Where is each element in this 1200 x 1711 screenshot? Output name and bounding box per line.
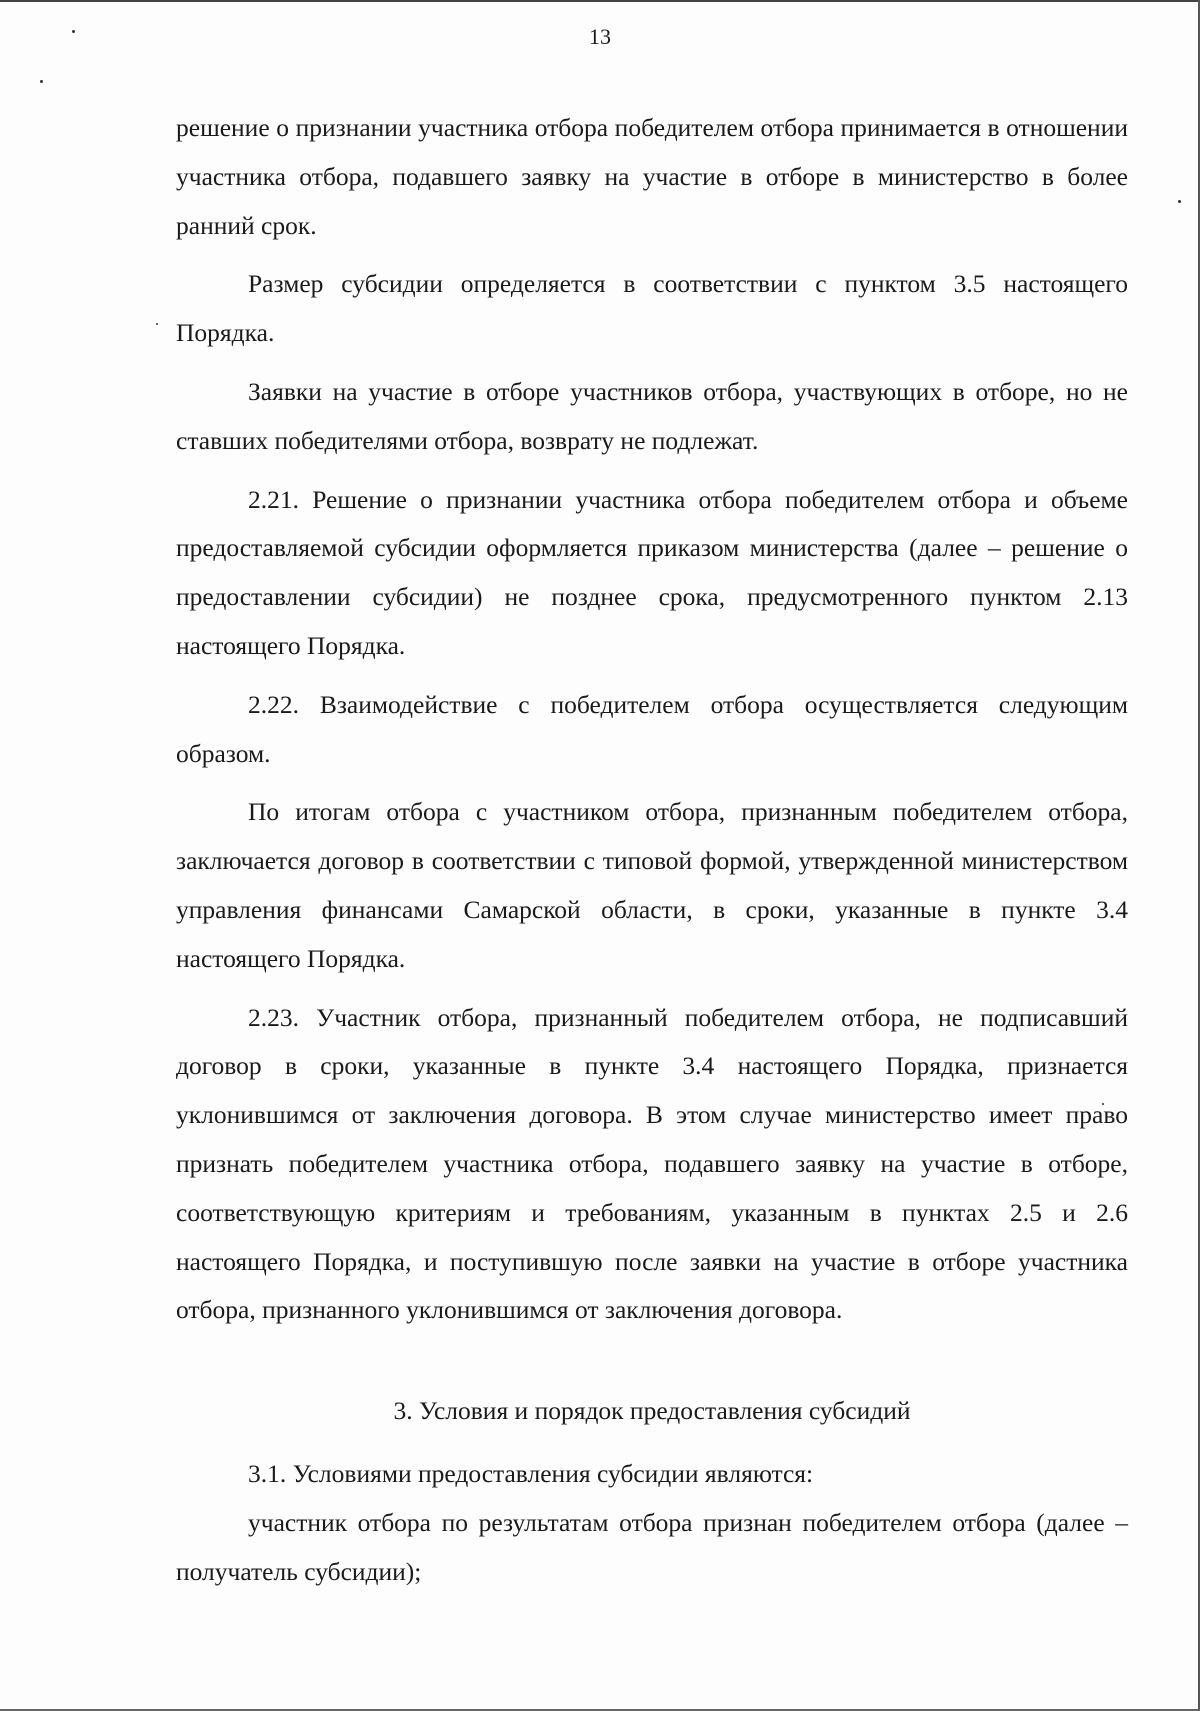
scan-speck	[156, 323, 158, 325]
paragraph: 2.23. Участник отбора, признанный победителем отбора, не подписавший договор в сроки, указанные в пункте 3.4 настоящего Порядка, признается уклонившимся от заключения договора. В этом случае министерство имеет право признать победителем участника отбора, подавшего заявку на участие в отборе, соответствующую критериям и требованиям, указанным в пунктах 2.5 и 2.6 настоящего Порядка, и поступившую после заявки на участие в отборе участника отбора, признанного уклонившимся от заключения договора.	[176, 1002, 1128, 1325]
document-body	[176, 104, 1128, 1596]
paragraph: По итогам отбора с участником отбора, признанным победителем отбора, заключается договор в соответствии с типовой формой, утвержденной министерством управления финансами Самарской области, в сроки, указанные в пункте 3.4 настоящего Порядка.	[176, 797, 1128, 973]
section-heading: 3. Условия и порядок предоставления субсидий	[393, 1396, 911, 1426]
paragraph: 2.21. Решение о признании участника отбора победителем отбора и объеме предоставляемой субсидии оформляется приказом министерства (далее – решение о предоставлении субсидии) не позднее срока, предусмотренного пунктом 2.13 настоящего Порядка.	[176, 484, 1128, 660]
page-number: 13	[589, 24, 611, 49]
scan-speck	[1178, 200, 1181, 203]
scan-speck	[40, 80, 43, 83]
paragraph: 2.22. Взаимодействие с победителем отбора осуществляется следующим образом.	[176, 689, 1128, 768]
scan-top-edge	[0, 0, 1200, 2]
paragraph: Размер субсидии определяется в соответствии с пунктом 3.5 настоящего Порядка.	[176, 269, 1128, 348]
paragraph: 3.1. Условиями предоставления субсидии являются:	[248, 1458, 814, 1488]
paragraph: решение о признании участника отбора победителем отбора принимается в отношении участника отбора, подавшего заявку на участие в отборе в министерство в более ранний срок.	[176, 113, 1128, 240]
paragraph: Заявки на участие в отборе участников отбора, участвующих в отборе, но не ставших победителями отбора, возврату не подлежат.	[176, 376, 1128, 455]
paragraph: участник отбора по результатам отбора признан победителем отбора (далее – получатель субсидии);	[176, 1507, 1128, 1586]
